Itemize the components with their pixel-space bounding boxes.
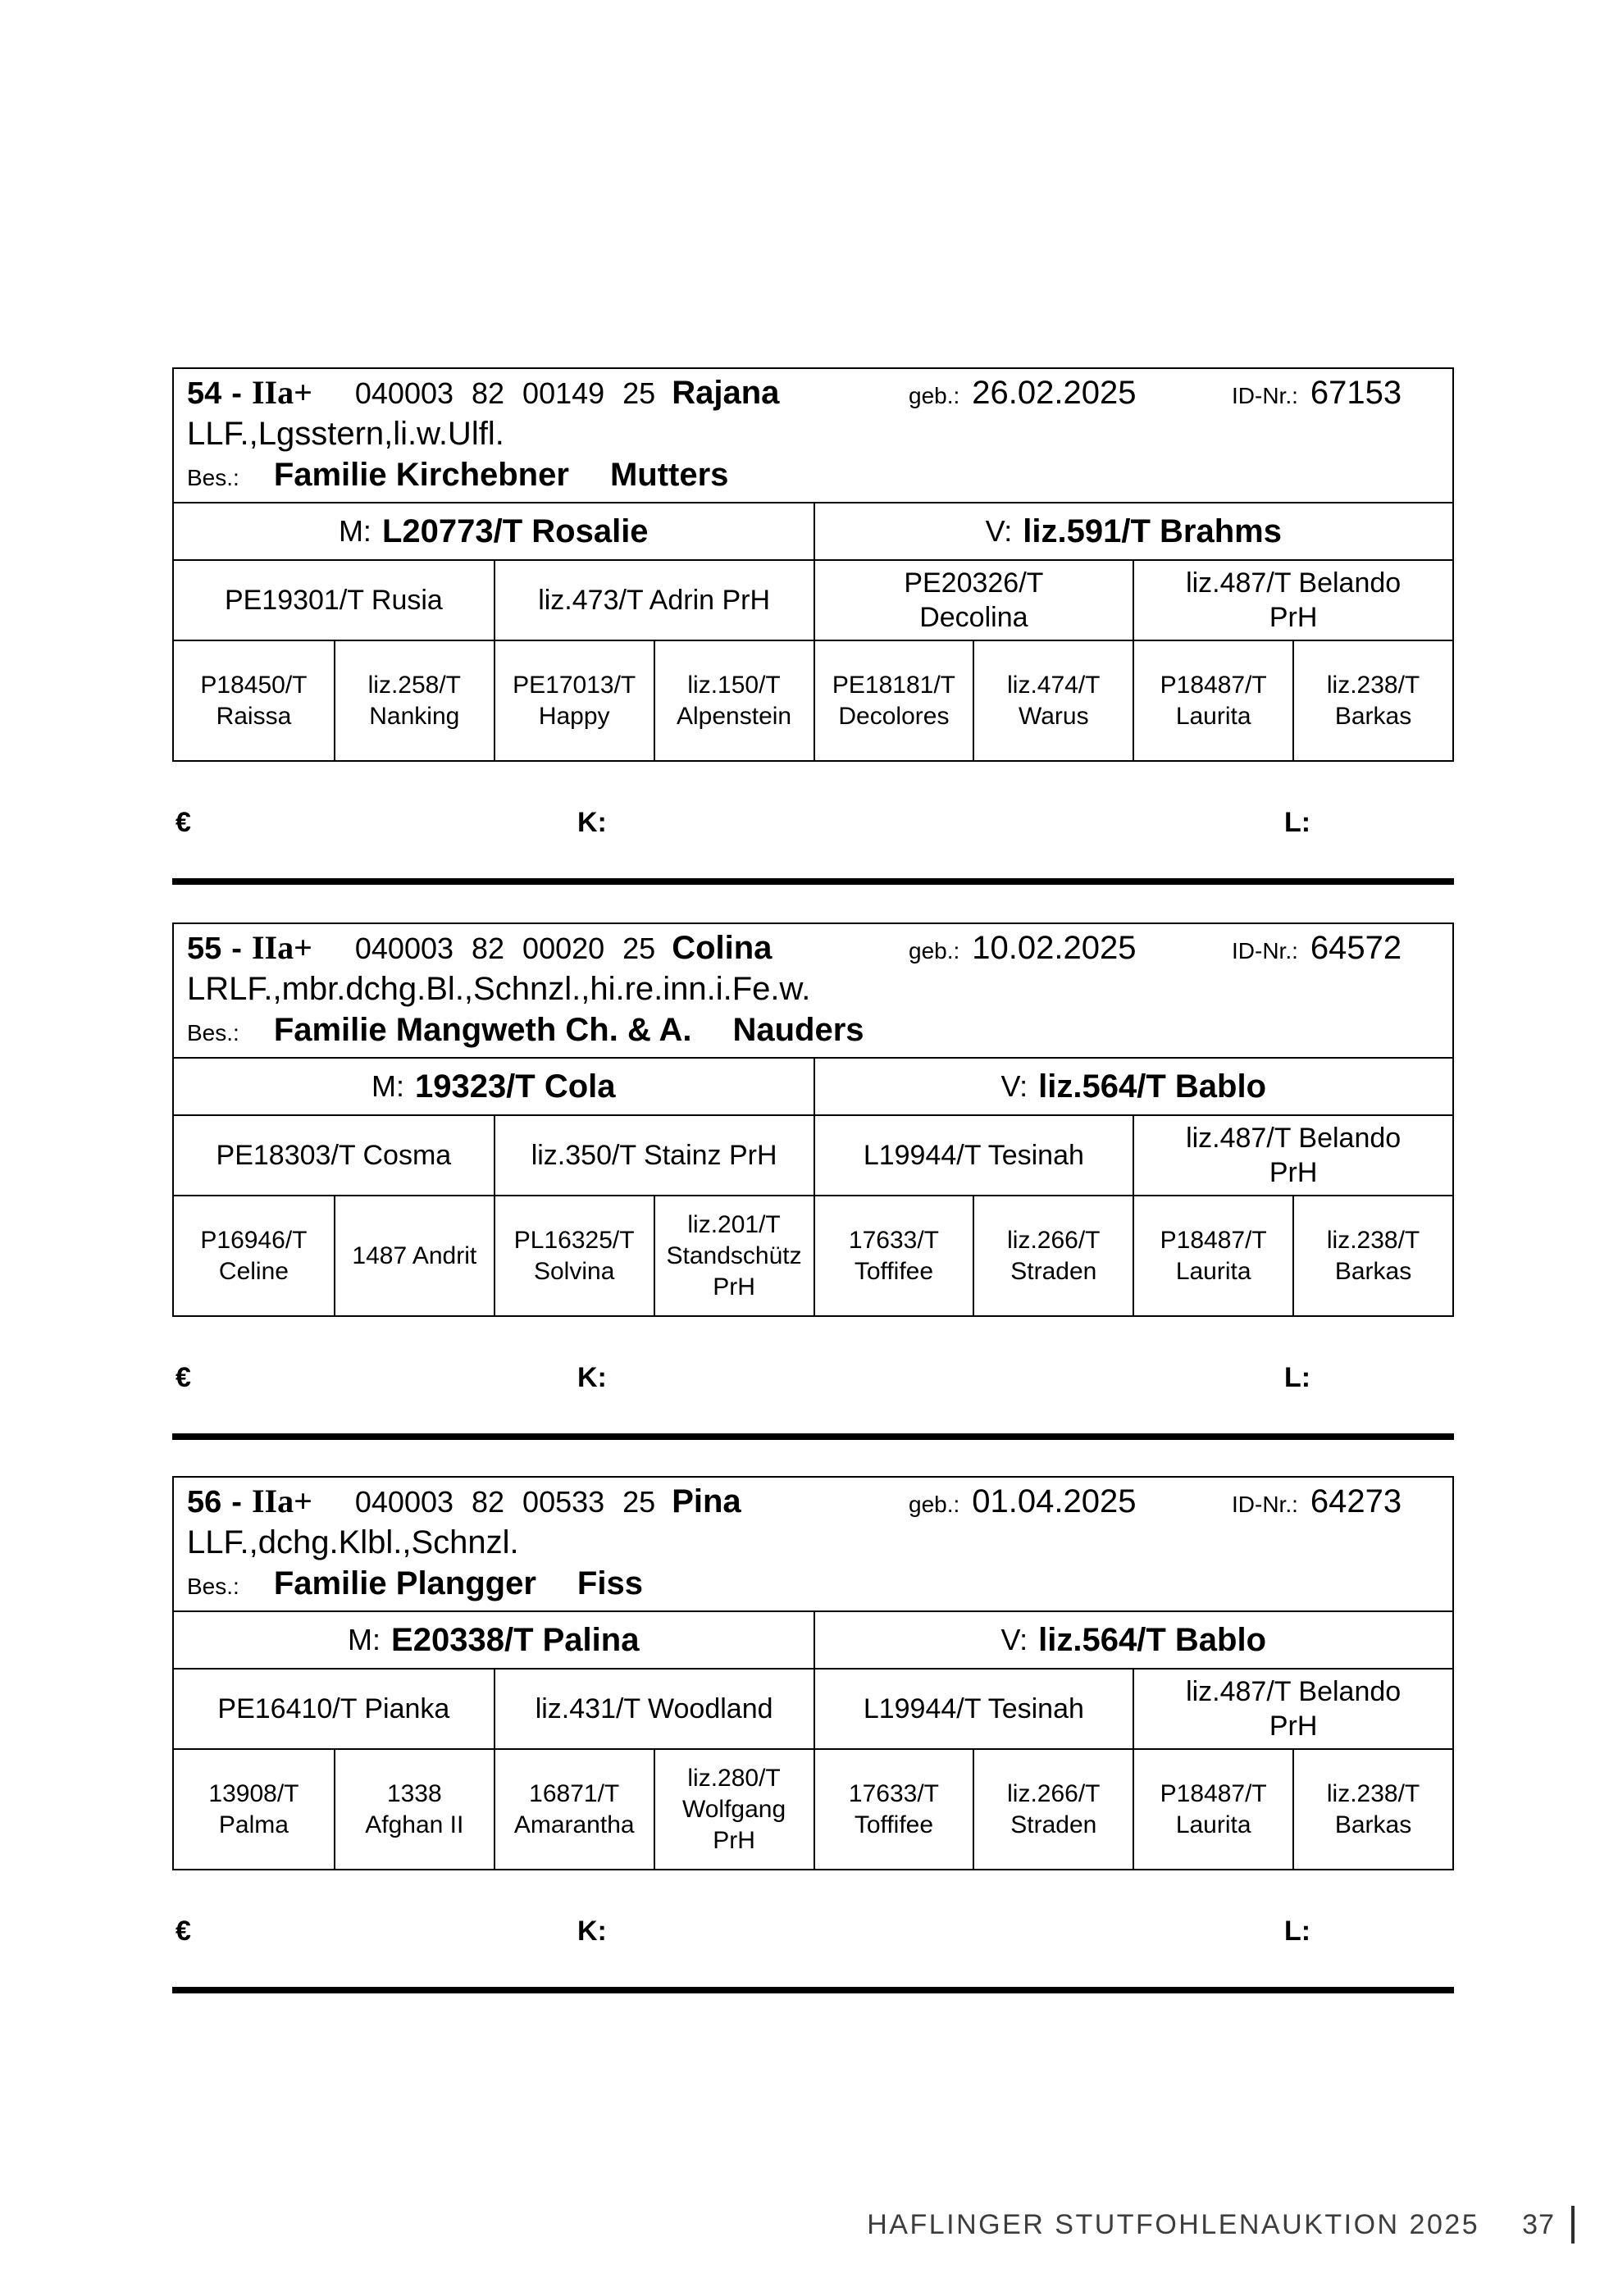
great-grandparent-name: liz.238/T Barkas (1326, 1226, 1420, 1285)
birth-date-label: geb.: (909, 1492, 960, 1517)
owner-label: Bes.: (187, 1574, 239, 1599)
grandparent-cell (1133, 1670, 1452, 1748)
great-grandparent-name: P18487/T Laurita (1160, 671, 1267, 730)
auction-entry-line (172, 1913, 1454, 1949)
great-grandparent-cell (654, 1750, 814, 1869)
great-grandparent-name: liz.266/T Straden (1007, 1779, 1101, 1838)
horse-name: Colina (672, 930, 773, 966)
lot-number: 56 (187, 1485, 222, 1519)
dam-name: E20338/T Palina (391, 1621, 640, 1658)
k-field-label: K: (577, 1362, 607, 1393)
great-grandparent-cell (1133, 1196, 1292, 1315)
pedigree-block (172, 367, 1454, 885)
birth-date: 26.02.2025 (972, 375, 1137, 411)
owner-name: Familie Mangweth Ch. & A. (273, 1012, 692, 1048)
great-grandparent-name: 1338 Afghan II (365, 1779, 464, 1838)
owner-name: Familie Kirchebner (273, 457, 569, 493)
k-field-label: K: (577, 1916, 607, 1947)
great-grandparent-cell (174, 641, 334, 760)
lot-separator: - (231, 1485, 242, 1519)
dam-label: M: (371, 1069, 404, 1103)
horse-header (174, 924, 1452, 1059)
grandparent-name: PE19301/T Rusia (224, 585, 443, 616)
grandparent-name: PE18303/T Cosma (216, 1140, 452, 1171)
great-grandparent-cell (494, 641, 654, 760)
pedigree-table (172, 367, 1454, 762)
owner-name: Familie Plangger (273, 1565, 536, 1601)
grandparent-cell (1133, 1116, 1452, 1195)
horse-description: LLF.,Lgsstern,li.w.Ulfl. (187, 416, 504, 452)
sire-cell (814, 503, 1453, 559)
great-grandparent-cell (973, 1750, 1133, 1869)
grandparent-cell (174, 1116, 494, 1195)
dam-name: L20773/T Rosalie (381, 512, 649, 549)
great-grandparent-name: liz.238/T Barkas (1326, 1779, 1420, 1838)
lot-grade: IIa+ (251, 374, 312, 411)
great-grandparent-cell (973, 1196, 1133, 1315)
great-grandparent-cell (1133, 1750, 1292, 1869)
id-number: 64273 (1310, 1483, 1402, 1519)
horse-header (174, 369, 1452, 503)
k-field-label: K: (577, 807, 607, 838)
price-euro-label: € (175, 1916, 191, 1947)
grandparents-row (174, 561, 1452, 641)
owner-location: Mutters (609, 457, 729, 493)
header-line (187, 927, 1441, 968)
footer-title: HAFLINGER STUTFOHLENAUKTION 2025 (867, 2208, 1480, 2240)
horse-description: LRLF.,mbr.dchg.Bl.,Schnzl.,hi.re.inn.i.Fe.w. (187, 971, 811, 1007)
great-grandparent-name: liz.258/T Nanking (367, 671, 461, 730)
great-grandparent-cell (1133, 641, 1292, 760)
dam-label: M: (348, 1623, 381, 1656)
great-grandparent-name: liz.201/T Standschütz PrH (666, 1210, 802, 1301)
great-grandparent-name: P16946/T Celine (200, 1226, 308, 1285)
dam-cell (174, 503, 814, 559)
grandparent-name: liz.473/T Adrin PrH (538, 585, 771, 616)
grandparents-row (174, 1116, 1452, 1196)
lot-number: 55 (187, 932, 222, 966)
pedigree-block (172, 1476, 1454, 1993)
great-grandparent-name: P18450/T Raissa (200, 671, 308, 730)
divider-rule (172, 878, 1454, 885)
dam-cell (174, 1612, 814, 1668)
great-grandparent-name: 13908/T Palma (208, 1779, 299, 1838)
grandparent-name: PE20326/T Decolina (904, 567, 1044, 633)
life-number: 040003 82 00149 25 (354, 376, 656, 410)
l-field-label: L: (1284, 1362, 1311, 1393)
great-grandparent-name: liz.474/T Warus (1007, 671, 1101, 730)
great-grandparent-name: P18487/T Laurita (1160, 1226, 1267, 1285)
sire-label: V: (985, 514, 1013, 548)
id-number-label: ID-Nr.: (1232, 1492, 1298, 1517)
grandparent-cell (174, 561, 494, 640)
horse-description: LLF.,dchg.Klbl.,Schnzl. (187, 1524, 519, 1560)
great-grandparents-row (174, 1196, 1452, 1315)
owner-location: Nauders (732, 1012, 864, 1048)
pedigree-table (172, 1476, 1454, 1870)
owner-location: Fiss (577, 1565, 643, 1601)
great-grandparent-cell (494, 1196, 654, 1315)
owner-label: Bes.: (187, 465, 239, 490)
owner-label: Bes.: (187, 1020, 239, 1046)
lot-grade: IIa+ (251, 1483, 312, 1519)
lot-grade: IIa+ (251, 929, 312, 966)
grandparent-cell (494, 561, 814, 640)
grandparents-row (174, 1670, 1452, 1750)
great-grandparent-cell (334, 641, 494, 760)
grandparent-name: L19944/T Tesinah (863, 1693, 1084, 1724)
great-grandparent-cell (973, 641, 1133, 760)
great-grandparents-row (174, 641, 1452, 760)
great-grandparent-cell (334, 1750, 494, 1869)
great-grandparent-name: liz.280/T Wolfgang PrH (681, 1764, 786, 1854)
grandparent-cell (494, 1670, 814, 1748)
id-number-group (1232, 372, 1402, 417)
auction-entry-line (172, 1360, 1454, 1396)
grandparent-cell (814, 561, 1133, 640)
great-grandparent-cell (654, 1196, 814, 1315)
lot-number: 54 (187, 376, 222, 411)
dam-sire-row (174, 503, 1452, 561)
great-grandparent-name: PL16325/T Solvina (513, 1226, 635, 1285)
l-field-label: L: (1284, 807, 1311, 838)
auction-entry-line (172, 804, 1454, 840)
grandparent-cell (174, 1670, 494, 1748)
owner-line (187, 454, 1441, 495)
id-number: 64572 (1310, 930, 1402, 966)
horse-header (174, 1478, 1452, 1612)
dam-sire-row (174, 1059, 1452, 1116)
id-number-group (1232, 1481, 1402, 1525)
dam-label: M: (338, 514, 371, 548)
header-line (187, 1481, 1441, 1522)
dam-cell (174, 1059, 814, 1114)
great-grandparent-cell (174, 1196, 334, 1315)
id-number-label: ID-Nr.: (1232, 383, 1298, 408)
great-grandparents-row (174, 1750, 1452, 1869)
page-footer (867, 2206, 1575, 2244)
great-grandparent-cell (174, 1750, 334, 1869)
id-number: 67153 (1310, 375, 1402, 411)
grandparent-name: L19944/T Tesinah (863, 1140, 1084, 1171)
life-number: 040003 82 00533 25 (354, 1485, 656, 1519)
id-number-group (1232, 927, 1402, 972)
sire-label: V: (1000, 1069, 1028, 1103)
grandparent-name: PE16410/T Pianka (217, 1693, 450, 1724)
great-grandparent-cell (1292, 1196, 1452, 1315)
horse-name: Rajana (672, 375, 780, 411)
sire-label: V: (1000, 1623, 1028, 1656)
grandparent-cell (494, 1116, 814, 1195)
grandparent-name: liz.487/T Belando PrH (1186, 1676, 1402, 1742)
great-grandparent-name: 16871/T Amarantha (513, 1779, 635, 1838)
horse-name: Pina (672, 1483, 741, 1519)
sire-cell (814, 1059, 1453, 1114)
grandparent-name: liz.350/T Stainz PrH (531, 1140, 777, 1171)
great-grandparent-name: liz.266/T Straden (1007, 1226, 1101, 1285)
birth-date-label: geb.: (909, 383, 960, 408)
birth-date-label: geb.: (909, 938, 960, 963)
lot-separator: - (231, 932, 242, 966)
price-euro-label: € (175, 807, 191, 838)
l-field-label: L: (1284, 1916, 1311, 1947)
sire-name: liz.591/T Brahms (1023, 512, 1282, 549)
birth-date-group (909, 1481, 1136, 1525)
grandparent-name: liz.487/T Belando PrH (1186, 1123, 1402, 1188)
id-number-label: ID-Nr.: (1232, 938, 1298, 963)
sire-name: liz.564/T Bablo (1038, 1068, 1267, 1105)
great-grandparent-name: 17633/T Toffifee (848, 1779, 939, 1838)
great-grandparent-cell (814, 1196, 973, 1315)
pedigree-table (172, 922, 1454, 1317)
great-grandparent-cell (654, 641, 814, 760)
dam-name: 19323/T Cola (414, 1068, 616, 1105)
birth-date: 01.04.2025 (972, 1483, 1137, 1519)
grandparent-name: liz.431/T Woodland (535, 1693, 773, 1724)
life-number: 040003 82 00020 25 (354, 932, 656, 965)
divider-rule (172, 1987, 1454, 1993)
grandparent-cell (814, 1670, 1133, 1748)
dam-sire-row (174, 1612, 1452, 1670)
divider-rule (172, 1433, 1454, 1440)
great-grandparent-cell (1292, 1750, 1452, 1869)
birth-date-group (909, 927, 1136, 972)
great-grandparent-name: 17633/T Toffifee (848, 1226, 939, 1285)
owner-line (187, 1009, 1441, 1050)
header-line (187, 372, 1441, 413)
great-grandparent-name: PE17013/T Happy (513, 671, 636, 730)
sire-name: liz.564/T Bablo (1038, 1621, 1267, 1658)
great-grandparent-name: PE18181/T Decolores (832, 671, 955, 730)
page-number: 37 (1522, 2208, 1555, 2240)
sire-cell (814, 1612, 1453, 1668)
birth-date: 10.02.2025 (972, 930, 1137, 966)
great-grandparent-cell (334, 1196, 494, 1315)
lot-separator: - (231, 376, 242, 411)
pedigree-block (172, 922, 1454, 1440)
great-grandparent-name: 1487 Andrit (352, 1241, 477, 1269)
owner-line (187, 1563, 1441, 1604)
great-grandparent-cell (814, 1750, 973, 1869)
great-grandparent-name: liz.238/T Barkas (1326, 671, 1420, 730)
footer-bar (1571, 2206, 1575, 2244)
great-grandparent-name: P18487/T Laurita (1160, 1779, 1267, 1838)
price-euro-label: € (175, 1362, 191, 1393)
grandparent-cell (814, 1116, 1133, 1195)
grandparent-name: liz.487/T Belando PrH (1186, 567, 1402, 633)
grandparent-cell (1133, 561, 1452, 640)
birth-date-group (909, 372, 1136, 417)
great-grandparent-cell (494, 1750, 654, 1869)
great-grandparent-cell (814, 641, 973, 760)
great-grandparent-name: liz.150/T Alpenstein (677, 671, 792, 730)
great-grandparent-cell (1292, 641, 1452, 760)
